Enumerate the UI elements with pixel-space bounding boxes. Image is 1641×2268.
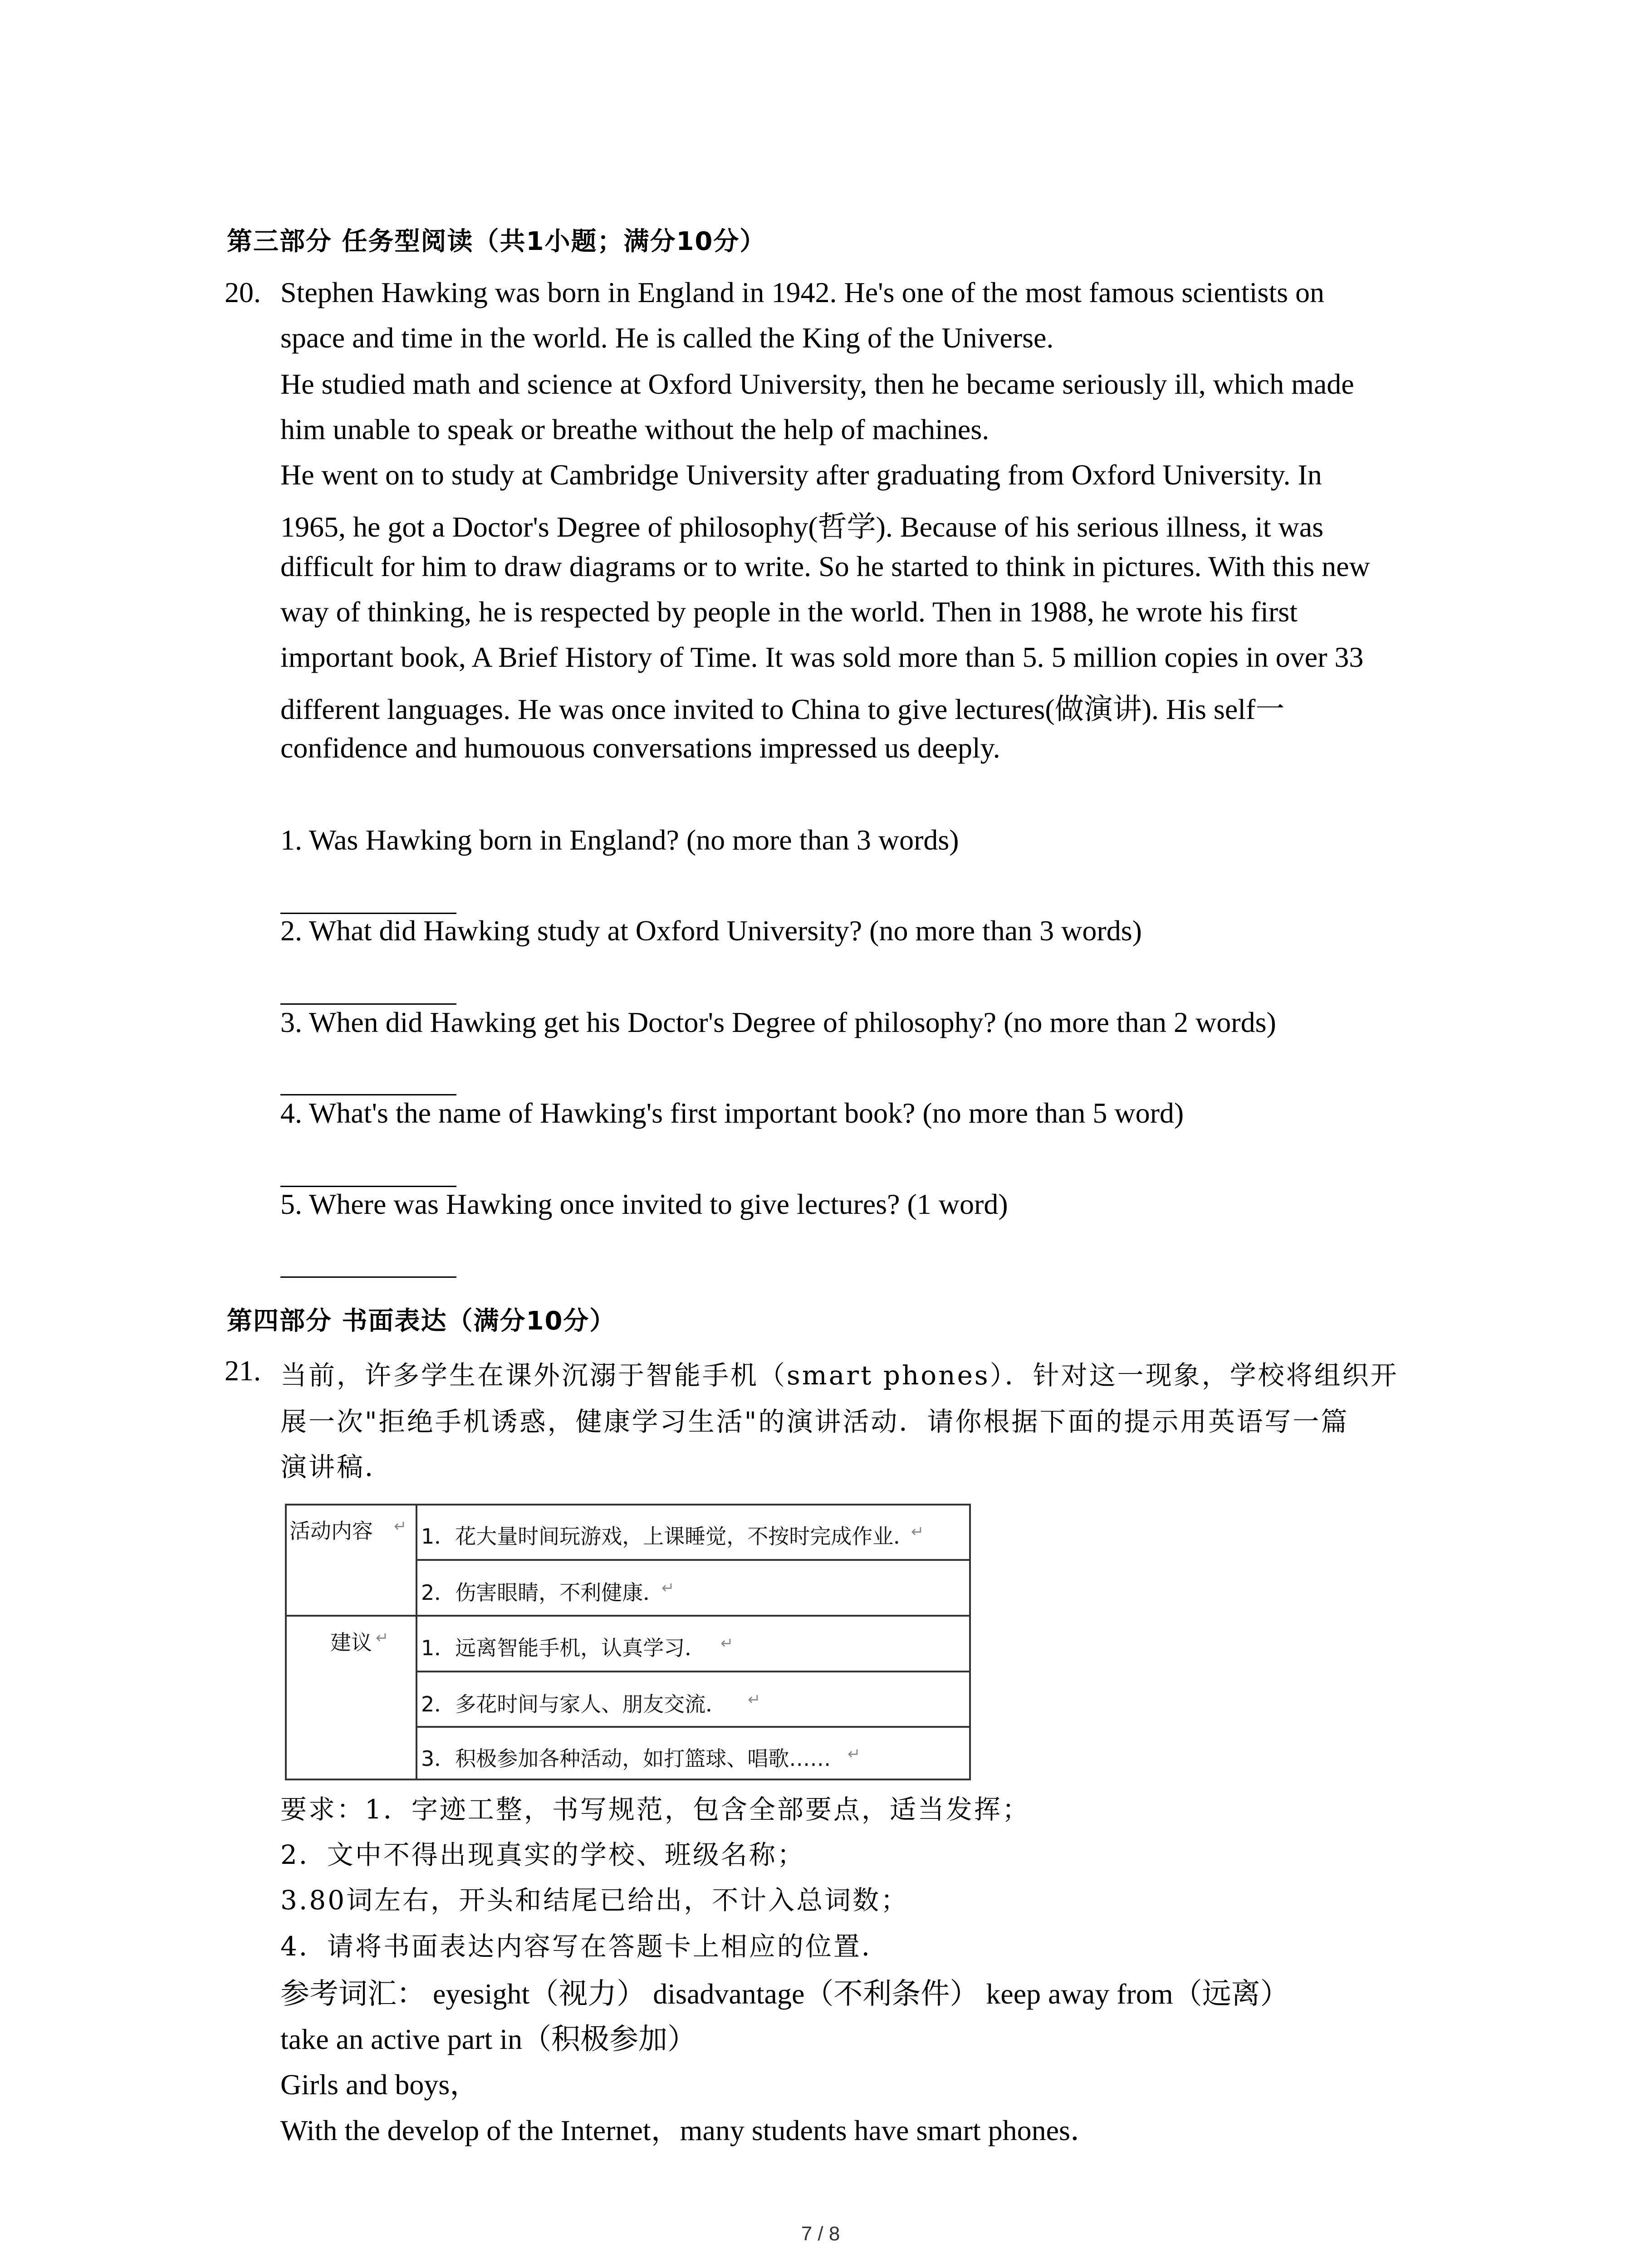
return-mark-icon: ↵ — [847, 1745, 861, 1763]
return-mark-icon: ↵ — [748, 1691, 761, 1709]
table-rule-4 — [416, 1726, 971, 1728]
answer-blank-4[interactable] — [280, 1186, 456, 1187]
question-5: 5. Where was Hawking once invited to give lectures? (1 word) — [280, 1188, 1008, 1220]
table-header-suggestion: 建议 — [330, 1630, 372, 1655]
prompt-line-2: 展一次"拒绝手机诱惑，健康学习生活"的演讲活动．请你根据下面的提示用英语写一篇 — [280, 1406, 1349, 1437]
passage-line-7: difficult for him to draw diagrams or to write. So he started to think in pictures. With this new — [280, 550, 1370, 582]
return-mark-icon: ↵ — [911, 1523, 924, 1541]
question-4: 4. What's the name of Hawking's first important book? (no more than 5 word) — [280, 1097, 1184, 1129]
prompt-line-1: 当前，许多学生在课外沉溺于智能手机（smart phones）．针对这一现象，学校将组织开 — [280, 1360, 1399, 1391]
table-border-bottom — [285, 1779, 971, 1780]
requirement-1: 要求：1．字迹工整，书写规范，包含全部要点，适当发挥； — [280, 1794, 1030, 1825]
return-mark-icon: ↵ — [720, 1634, 734, 1652]
passage-line-6: 1965, he got a Doctor's Degree of philosophy(哲学). Because of his serious illness, it was — [280, 511, 1324, 543]
passage-line-11: confidence and humouous conversations impressed us deeply. — [280, 732, 1000, 764]
table-header-activity: 活动内容 — [289, 1519, 373, 1543]
page-number: 7 / 8 — [801, 2223, 840, 2245]
table-rule-1 — [416, 1559, 971, 1561]
question-1: 1. Was Hawking born in England? (no more than 3 words) — [280, 824, 959, 856]
table-rule-2 — [285, 1615, 971, 1617]
table-column-divider — [416, 1504, 417, 1780]
passage-line-2: space and time in the world. He is called the King of the Universe. — [280, 322, 1054, 354]
passage-line-3: He studied math and science at Oxford University, then he became seriously ill, which made — [280, 368, 1354, 400]
answer-blank-2[interactable] — [280, 1003, 456, 1005]
return-mark-icon: ↵ — [394, 1517, 407, 1535]
table-item-activity-2: 2．伤害眼睛，不利健康． — [421, 1580, 664, 1605]
return-mark-icon: ↵ — [661, 1579, 675, 1597]
requirement-3: 3.80词左右，开头和结尾已给出，不计入总词数； — [280, 1885, 909, 1916]
table-rule-3 — [416, 1671, 971, 1672]
return-mark-icon: ↵ — [376, 1629, 389, 1647]
table-border-top — [285, 1504, 971, 1505]
requirement-4: 4．请将书面表达内容写在答题卡上相应的位置． — [280, 1931, 890, 1962]
question-2: 2. What did Hawking study at Oxford University? (no more than 3 words) — [280, 914, 1142, 947]
question-20-number: 20. — [225, 276, 261, 308]
passage-line-8: way of thinking, he is respected by people in the world. Then in 1988, he wrote his first — [280, 596, 1298, 628]
essay-opening-sentence: With the develop of the Internet，many students have smart phones． — [280, 2114, 1099, 2146]
vocabulary-line-2: take an active part in（积极参加） — [280, 2023, 697, 2055]
prompt-line-3: 演讲稿． — [280, 1452, 393, 1482]
part3-title: 第三部分 任务型阅读（共1小题；满分10分） — [227, 227, 766, 256]
table-item-suggestion-1: 1．远离智能手机，认真学习． — [421, 1636, 706, 1660]
question-21-number: 21. — [225, 1354, 261, 1387]
passage-line-1: Stephen Hawking was born in England in 1942. He's one of the most famous scientists on — [280, 276, 1324, 308]
part4-title: 第四部分 书面表达（满分10分） — [227, 1306, 616, 1336]
answer-blank-5[interactable] — [280, 1276, 456, 1278]
table-item-suggestion-3: 3．积极参加各种活动，如打篮球、唱歌…… — [421, 1746, 831, 1771]
passage-line-5: He went on to study at Cambridge University after graduating from Oxford University. In — [280, 459, 1322, 491]
table-border-left — [285, 1504, 287, 1780]
table-item-activity-1: 1．花大量时间玩游戏，上课睡觉，不按时完成作业． — [421, 1524, 915, 1549]
vocabulary-line-1: 参考词汇： eyesight（视力） disadvantage（不利条件） keep away from（远离） — [280, 1978, 1289, 2010]
prompt-table — [285, 1504, 971, 1780]
requirement-2: 2．文中不得出现真实的学校、班级名称； — [280, 1839, 805, 1870]
passage-line-10: different languages. He was once invited to China to give lectures(做演讲). His self一 — [280, 693, 1285, 725]
table-border-right — [969, 1504, 971, 1780]
table-item-suggestion-2: 2．多花时间与家人、朋友交流． — [421, 1692, 727, 1716]
passage-line-4: him unable to speak or breathe without the help of machines. — [280, 413, 989, 445]
question-3: 3. When did Hawking get his Doctor's Degree of philosophy? (no more than 2 words) — [280, 1006, 1276, 1038]
essay-opening-greeting: Girls and boys， — [280, 2068, 479, 2101]
passage-line-9: important book, A Brief History of Time. It was sold more than 5. 5 million copies in over 33 — [280, 641, 1364, 673]
answer-blank-3[interactable] — [280, 1094, 456, 1095]
